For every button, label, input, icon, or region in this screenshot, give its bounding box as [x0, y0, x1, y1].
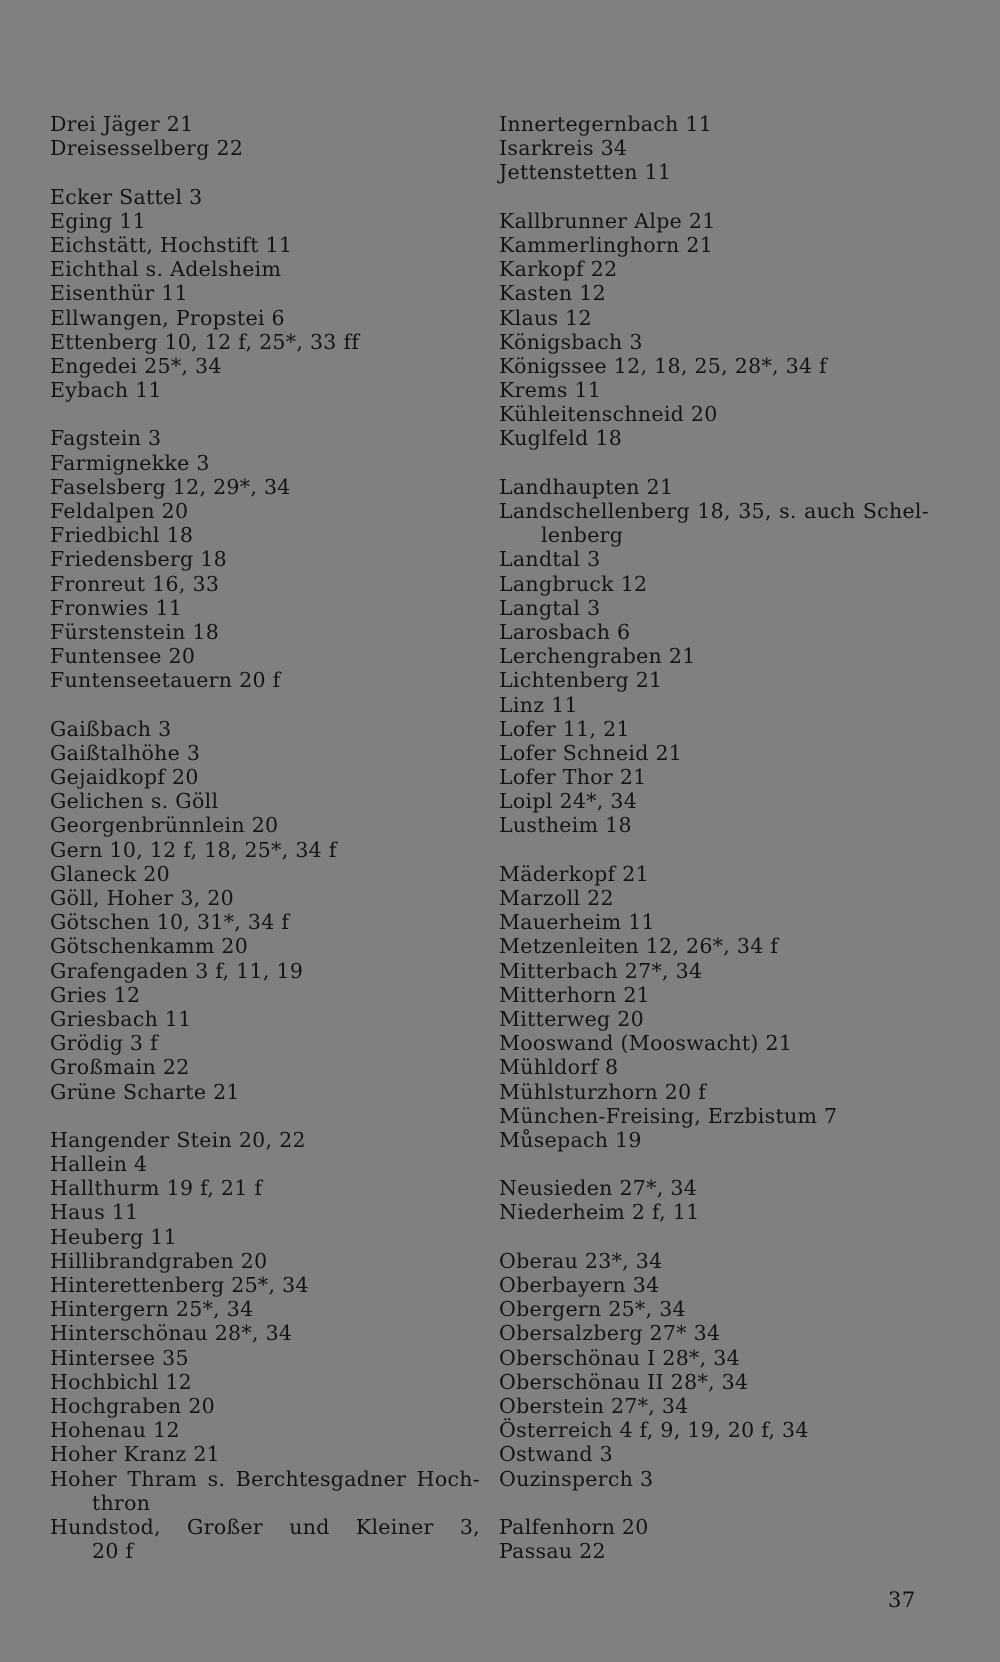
index-entry: Mitterweg 20: [499, 1006, 644, 1031]
section-gap: [50, 402, 480, 426]
page-number: 37: [888, 1588, 916, 1612]
index-entry: Hintergern 25*, 34: [50, 1297, 254, 1322]
section-gap: [50, 1104, 480, 1128]
index-entry: Oberschönau II 28*, 34: [499, 1369, 749, 1394]
section-gap: [499, 1491, 929, 1515]
index-entry: Eisenthür 11: [50, 281, 189, 306]
index-entry: Linz 11: [499, 692, 578, 717]
index-entry: Obersalzberg 27* 34: [499, 1321, 721, 1346]
index-entry: Loipl 24*, 34: [499, 789, 638, 814]
index-entry: Neusieden 27*, 34: [499, 1176, 698, 1201]
index-entry: Farmignekke 3: [50, 450, 210, 475]
index-entry: Lofer Schneid 21: [499, 740, 683, 765]
index-entry: Fronreut 16, 33: [50, 571, 220, 596]
index-entry: Kuglfeld 18: [499, 426, 623, 451]
index-entry: Eichthal s. Adelsheim: [50, 257, 282, 282]
index-entry: Kammerlinghorn 21: [499, 232, 714, 257]
index-entry: Hallthurm 19 f, 21 f: [50, 1176, 263, 1201]
index-entry: Passau 22: [499, 1539, 606, 1564]
index-entry: Fagstein 3: [50, 426, 162, 451]
index-entry: Lofer 11, 21: [499, 716, 630, 741]
index-entry: Hangender Stein 20, 22: [50, 1127, 306, 1152]
index-entry: Fronwies 11: [50, 595, 183, 620]
index-entry: Hinterschönau 28*, 34: [50, 1321, 293, 1346]
index-entry: Göll, Hoher 3, 20: [50, 886, 234, 910]
index-entry: Hohenau 12: [50, 1418, 180, 1443]
index-entry: Grafengaden 3 f, 11, 19: [50, 958, 304, 983]
index-entry-continuation: 20 f: [92, 1539, 134, 1564]
index-entry: Lofer Thor 21: [499, 765, 647, 790]
index-entry: Ettenberg 10, 12 f, 25*, 33 ff: [50, 329, 360, 354]
index-entry: Kasten 12: [499, 281, 606, 306]
index-entry: Götschenkamm 20: [50, 934, 249, 959]
index-entry: Götschen 10, 31*, 34 f: [50, 910, 290, 935]
index-entry: Grödig 3 f: [50, 1031, 158, 1056]
index-entry: Haus 11: [50, 1200, 139, 1225]
index-entry: Gaißbach 3: [50, 716, 172, 741]
index-entry: Gaißtalhöhe 3: [50, 740, 201, 765]
index-entry: Krems 11: [499, 378, 602, 403]
index-entry: Langbruck 12: [499, 571, 648, 596]
index-entry: Larosbach 6: [499, 619, 631, 644]
index-entry: Metzenleiten 12, 26*, 34 f: [499, 934, 779, 959]
section-gap: [50, 160, 480, 184]
index-entry: Heuberg 11: [50, 1224, 177, 1249]
index-entry: Hintersee 35: [50, 1345, 189, 1370]
index-entry: Landtal 3: [499, 547, 601, 572]
index-entry: Funtensee 20: [50, 644, 196, 669]
index-entry: Eichstätt, Hochstift 11: [50, 232, 293, 257]
index-entry: Fürstenstein 18: [50, 619, 220, 644]
index-entry: Drei Jäger 21: [50, 112, 194, 136]
index-entry: Isarkreis 34: [499, 136, 628, 161]
index-entry: Kallbrunner Alpe 21: [499, 208, 716, 233]
index-entry: Mühldorf 8: [499, 1055, 619, 1080]
section-gap: [499, 1225, 929, 1249]
index-entry: Faselsberg 12, 29*, 34: [50, 474, 291, 499]
index-entry: Innertegernbach 11: [499, 112, 713, 136]
index-entry: Griesbach 11: [50, 1006, 192, 1031]
index-entry: Klaus 12: [499, 305, 592, 330]
index-entry: Friedensberg 18: [50, 547, 227, 572]
index-entry: Ouzinsperch 3: [499, 1466, 654, 1491]
index-entry: Hoher Thram s. Berchtesgadner Hoch-: [50, 1466, 480, 1491]
section-gap: [499, 838, 929, 862]
section-gap: [50, 693, 480, 717]
index-entry: Lustheim 18: [499, 813, 632, 838]
index-entry: Hinterettenberg 25*, 34: [50, 1273, 309, 1297]
index-entry: Kühleitenschneid 20: [499, 402, 718, 427]
index-entry: Ellwangen, Propstei 6: [50, 305, 285, 330]
index-entry: Eybach 11: [50, 378, 162, 403]
index-column-right: [499, 112, 929, 1563]
index-entry: Mooswand (Mooswacht) 21: [499, 1031, 793, 1056]
index-entry: Königsbach 3: [499, 329, 643, 354]
index-entry: Mäderkopf 21: [499, 861, 649, 886]
index-entry: Ostwand 3: [499, 1442, 613, 1467]
index-entry: Landhaupten 21: [499, 474, 674, 499]
index-entry: Oberau 23*, 34: [499, 1248, 663, 1273]
index-entry: Mühlsturzhorn 20 f: [499, 1079, 707, 1104]
index-entry: Mauerheim 11: [499, 910, 655, 935]
index-entry: Lerchengraben 21: [499, 644, 696, 669]
index-entry: Großmain 22: [50, 1055, 190, 1080]
index-entry: Hillibrandgraben 20: [50, 1248, 268, 1273]
index-entry: Mitterbach 27*, 34: [499, 958, 703, 983]
index-entry: Můsepach 19: [499, 1127, 642, 1152]
index-entry: Mitterhorn 21: [499, 982, 651, 1007]
index-entry-continuation: lenberg: [541, 523, 624, 548]
index-entry: Königssee 12, 18, 25, 28*, 34 f: [499, 353, 828, 378]
section-gap: [499, 451, 929, 475]
index-entry: Hallein 4: [50, 1152, 148, 1177]
index-entry: Hoher Kranz 21: [50, 1442, 221, 1467]
index-entry: Hochgraben 20: [50, 1393, 216, 1418]
index-entry: Palfenhorn 20: [499, 1514, 649, 1539]
index-entry: Gelichen s. Göll: [50, 789, 219, 814]
index-entry: Hochbichl 12: [50, 1369, 193, 1394]
index-entry: Eging 11: [50, 208, 146, 233]
index-entry: Gern 10, 12 f, 18, 25*, 34 f: [50, 837, 337, 862]
section-gap: [499, 1152, 929, 1176]
index-entry: Oberschönau I 28*, 34: [499, 1345, 740, 1370]
section-gap: [499, 185, 929, 209]
index-entry: Feldalpen 20: [50, 499, 189, 523]
index-entry: Glaneck 20: [50, 861, 170, 886]
index-entry: Gries 12: [50, 982, 141, 1007]
index-entry: Georgenbrünnlein 20: [50, 813, 279, 838]
index-entry: Engedei 25*, 34: [50, 353, 222, 378]
index-entry: Obergern 25*, 34: [499, 1297, 686, 1322]
index-entry: Niederheim 2 f, 11: [499, 1200, 700, 1225]
index-entry: Dreisesselberg 22: [50, 136, 244, 161]
index-entry: Gejaidkopf 20: [50, 765, 199, 790]
index-entry-continuation: thron: [92, 1490, 151, 1515]
index-entry: Oberbayern 34: [499, 1273, 660, 1297]
index-entry: Jettenstetten 11: [499, 160, 672, 185]
index-entry: Oberstein 27*, 34: [499, 1393, 689, 1418]
index-entry: Landschellenberg 18, 35, s. auch Schel-: [499, 499, 929, 523]
index-entry: Langtal 3: [499, 595, 601, 620]
index-entry: Österreich 4 f, 9, 19, 20 f, 34: [499, 1418, 809, 1443]
index-entry: München-Freising, Erzbistum 7: [499, 1103, 838, 1128]
index-entry: Karkopf 22: [499, 257, 618, 282]
index-entry: Funtenseetauern 20 f: [50, 668, 281, 693]
index-entry: Ecker Sattel 3: [50, 184, 203, 209]
index-entry: Marzoll 22: [499, 886, 614, 910]
index-entry: Friedbichl 18: [50, 523, 194, 548]
index-entry: Hundstod, Großer und Kleiner 3,: [50, 1514, 480, 1539]
index-entry: Grüne Scharte 21: [50, 1079, 240, 1104]
index-column-left: [50, 112, 480, 1563]
index-entry: Lichtenberg 21: [499, 668, 663, 693]
